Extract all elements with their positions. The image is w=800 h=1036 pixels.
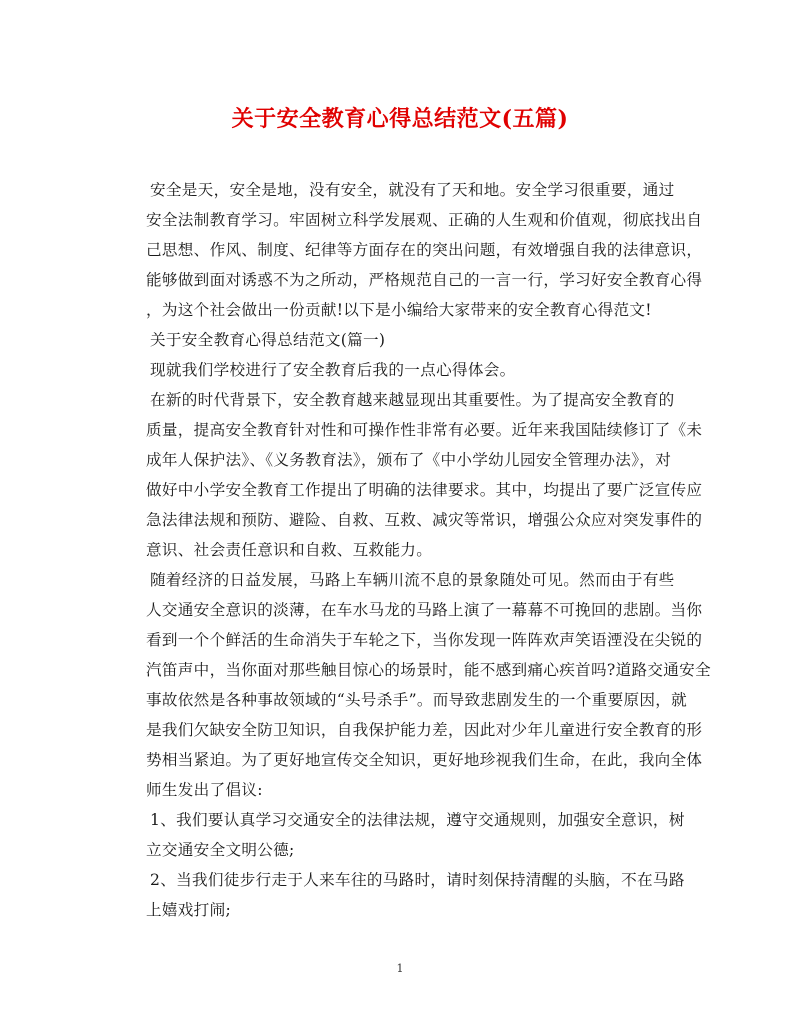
paragraph-line: 能够做到面对诱惑不为之所动，严格规范自己的一言一行，学习好安全教育心得 [146, 271, 703, 289]
paragraph-line: 看到一个个鲜活的生命消失于车轮之下，当你发现一阵阵欢声笑语湮没在尖锐的 [146, 631, 703, 649]
page-number: 1 [396, 962, 404, 975]
paragraph-line: 汽笛声中，当你面对那些触目惊心的场景时，能不感到痛心疾首吗?道路交通安全 [146, 661, 711, 679]
paragraph-line: 势相当紧迫。为了更好地宣传交全知识，更好地珍视我们生命，在此，我向全体 [146, 751, 703, 769]
paragraph-line: 成年人保护法》、《义务教育法》，颁布了《中小学幼儿园安全管理办法》，对 [146, 451, 672, 469]
section-heading: 关于安全教育心得总结范文(篇一) [150, 331, 386, 349]
paragraph-line: 随着经济的日益发展，马路上车辆川流不息的景象随处可见。然而由于有些 [150, 571, 675, 589]
list-item-line: 立交通安全文明公德; [146, 841, 295, 859]
paragraph-line: 安全是天，安全是地，没有安全，就没有了天和地。安全学习很重要，通过 [150, 181, 675, 199]
paragraph-line: 做好中小学安全教育工作提出了明确的法律要求。其中，均提出了要广泛宣传应 [146, 481, 703, 499]
paragraph-line: 师生发出了倡议: [146, 781, 263, 799]
paragraph-line: 人交通安全意识的淡薄，在车水马龙的马路上演了一幕幕不可挽回的悲剧。当你 [146, 601, 703, 619]
paragraph-line: 质量，提高安全教育针对性和可操作性非常有必要。近年来我国陆续修订了《未 [146, 421, 703, 439]
list-item-line: 上嬉戏打闹; [146, 901, 232, 919]
paragraph-line: 现就我们学校进行了安全教育后我的一点心得体会。 [150, 361, 516, 379]
paragraph-line: 意识、社会责任意识和自救、互救能力。 [146, 541, 433, 559]
paragraph-line: 是我们欠缺安全防卫知识，自我保护能力差，因此对少年儿童进行安全教育的形 [146, 721, 703, 739]
paragraph-line: ，为这个社会做出一份贡献!以下是小编给大家带来的安全教育心得范文! [146, 301, 652, 319]
list-item-line: 2、当我们徒步行走于人来车往的马路时，请时刻保持清醒的头脑，不在马路 [150, 871, 685, 889]
paragraph-line: 己思想、作风、制度、纪律等方面存在的突出问题，有效增强自我的法律意识， [146, 241, 703, 259]
paragraph-line: 在新的时代背景下，安全教育越来越显现出其重要性。为了提高安全教育的 [150, 391, 675, 409]
list-item-line: 1、我们要认真学习交通安全的法律法规，遵守交通规则，加强安全意识，树 [150, 811, 685, 829]
document-title: 关于安全教育心得总结范文(五篇) [231, 106, 569, 132]
paragraph-line: 安全法制教育学习。牢固树立科学发展观、正确的人生观和价值观，彻底找出自 [146, 211, 703, 229]
paragraph-line: 急法律法规和预防、避险、自救、互救、减灾等常识，增强公众应对突发事件的 [146, 511, 703, 529]
document-body [146, 175, 711, 925]
paragraph-line: 事故依然是各种事故领域的“头号杀手”。而导致悲剧发生的一个重要原因，就 [146, 691, 688, 709]
